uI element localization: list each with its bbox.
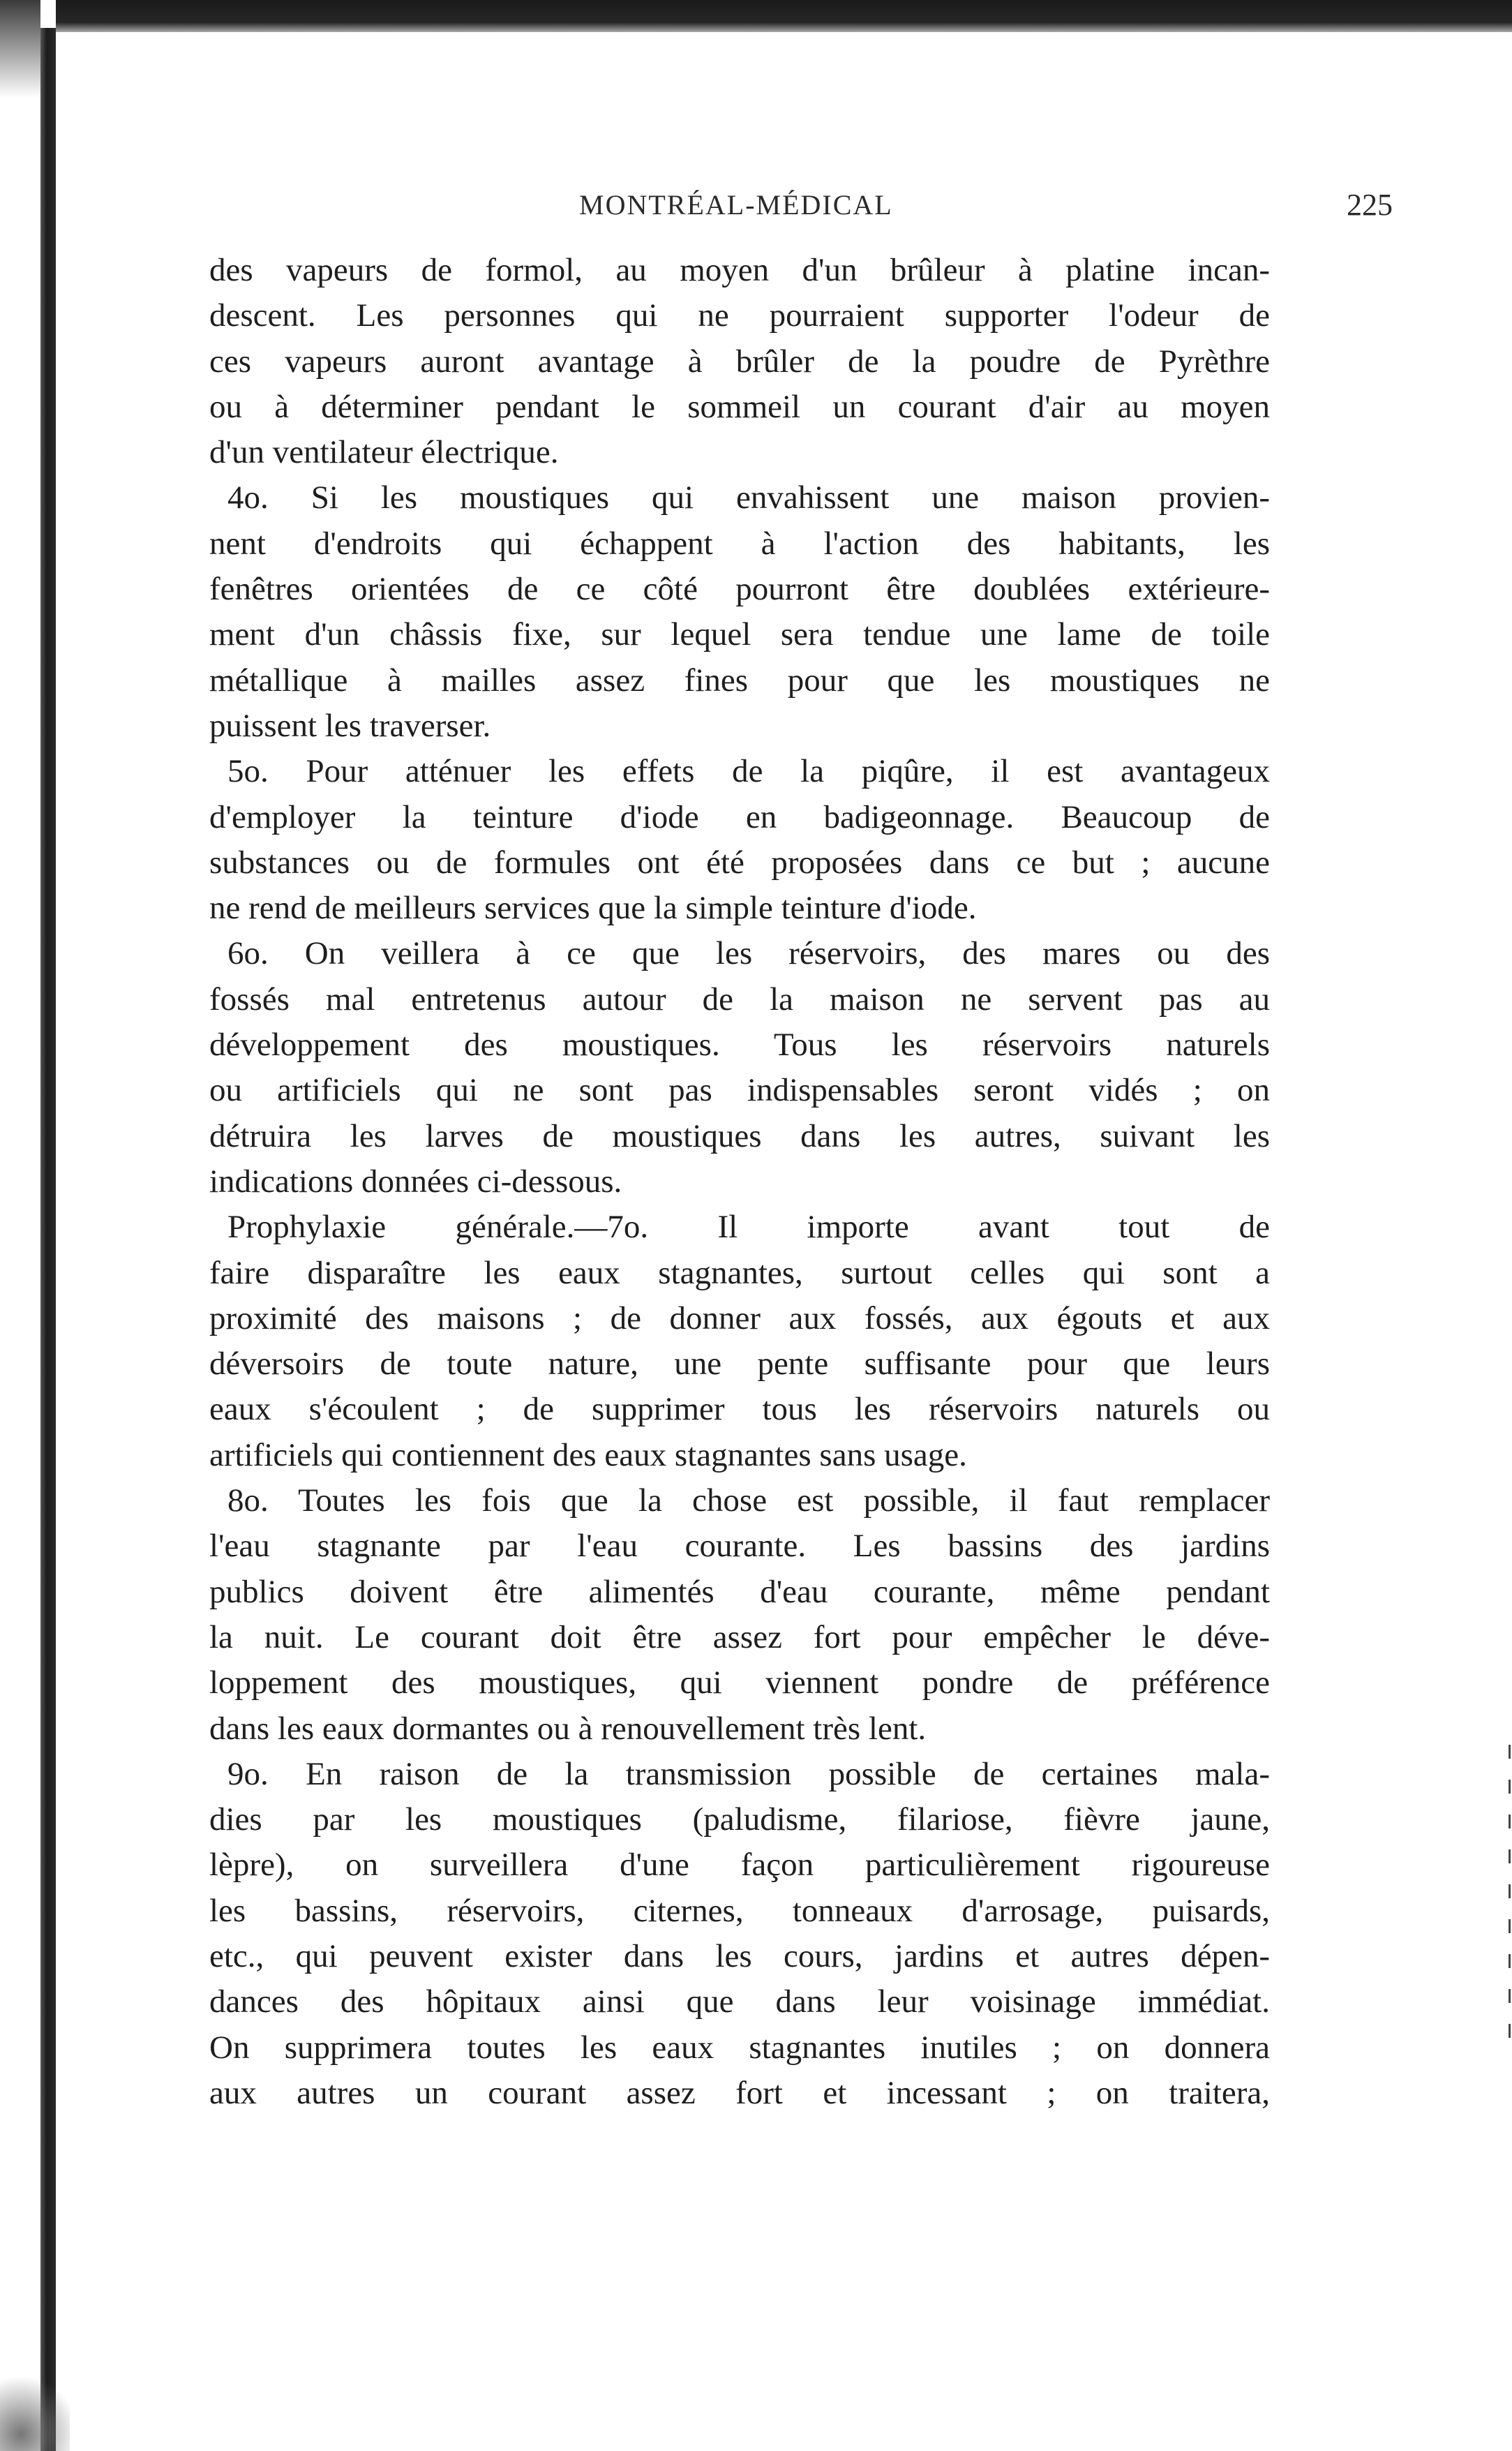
text-line: faire disparaître les eaux stagnantes, surtout celles qui sont a (209, 1254, 1270, 1291)
text-line: eaux s'écoulent ; de supprimer tous les réservoirs naturels ou (209, 1391, 1270, 1428)
text-line: Prophylaxie générale.—7o. Il importe avant tout de (227, 1209, 1270, 1246)
text-line: d'un ventilateur électrique. (209, 434, 559, 471)
body-text (209, 248, 1270, 2116)
scan-binding-bar (40, 28, 56, 2451)
text-line: loppement des moustiques, qui viennent pondre de préférence (209, 1664, 1270, 1701)
text-line: déversoirs de toute nature, une pente suffisante pour que leurs (209, 1346, 1270, 1383)
text-line: aux autres un courant assez fort et incessant ; on traitera, (209, 2074, 1270, 2111)
text-line: nent d'endroits qui échappent à l'action des habitants, les (209, 525, 1270, 562)
scan-right-marks (1509, 1745, 1511, 2052)
text-line: puissent les traverser. (209, 707, 491, 744)
text-line: les bassins, réservoirs, citernes, tonneaux d'arrosage, puisards, (209, 1892, 1270, 1929)
text-line: fossés mal entretenus autour de la maison ne servent pas au (209, 981, 1270, 1018)
text-line: 5o. Pour atténuer les effets de la piqûre, il est avantageux (227, 753, 1270, 790)
text-line: substances ou de formules ont été proposées dans ce but ; aucune (209, 844, 1270, 881)
text-line: d'employer la teinture d'iode en badigeonnage. Beaucoup de (209, 798, 1270, 835)
text-line: ou à déterminer pendant le sommeil un courant d'air au moyen (209, 388, 1270, 425)
text-line: indications données ci-dessous. (209, 1163, 622, 1200)
text-line: etc., qui peuvent exister dans les cours, jardins et autres dépen- (209, 1937, 1270, 1974)
text-line: 4o. Si les moustiques qui envahissent une maison provien- (227, 479, 1270, 516)
text-line: 9o. En raison de la transmission possible de certaines mala- (227, 1755, 1270, 1792)
text-line: dies par les moustiques (paludisme, filariose, fièvre jaune, (209, 1801, 1270, 1838)
text-line: la nuit. Le courant doit être assez fort pour empêcher le déve- (209, 1618, 1270, 1655)
running-head: MONTRÉAL-MÉDICAL (579, 189, 893, 221)
text-line: artificiels qui contiennent des eaux stagnantes sans usage. (209, 1436, 967, 1473)
text-line: publics doivent être alimentés d'eau courante, même pendant (209, 1573, 1270, 1610)
text-line: ces vapeurs auront avantage à brûler de la poudre de Pyrèthre (209, 343, 1270, 380)
text-line: métallique à mailles assez fines pour que les moustiques ne (209, 662, 1270, 699)
scan-top-bar (56, 0, 1512, 32)
text-line: des vapeurs de formol, au moyen d'un brûleur à platine incan- (209, 252, 1270, 288)
text-line: 6o. On veillera à ce que les réservoirs, des mares ou des (227, 935, 1270, 972)
scan-edge-shadow (0, 0, 40, 98)
text-line: développement des moustiques. Tous les réservoirs naturels (209, 1027, 1270, 1064)
text-line: ou artificiels qui ne sont pas indispensables seront vidés ; on (209, 1072, 1270, 1109)
scan-corner-noise (0, 2367, 70, 2451)
text-line: ment d'un châssis fixe, sur lequel sera tendue une lame de toile (209, 616, 1270, 653)
text-line: 8o. Toutes les fois que la chose est possible, il faut remplacer (227, 1482, 1270, 1519)
text-line: descent. Les personnes qui ne pourraient supporter l'odeur de (209, 297, 1270, 334)
text-line: l'eau stagnante par l'eau courante. Les bassins des jardins (209, 1528, 1270, 1565)
page-number: 225 (1347, 188, 1393, 222)
text-line: dances des hôpitaux ainsi que dans leur voisinage immédiat. (209, 1983, 1270, 2020)
text-line: lèpre), on surveillera d'une façon particulièrement rigoureuse (209, 1847, 1270, 1884)
text-line: dans les eaux dormantes ou à renouvellement très lent. (209, 1710, 927, 1747)
text-line: fenêtres orientées de ce côté pourront être doublées extérieure- (209, 571, 1270, 608)
text-line: détruira les larves de moustiques dans les autres, suivant les (209, 1117, 1270, 1154)
text-line: ne rend de meilleurs services que la simple teinture d'iode. (209, 890, 977, 927)
text-line: On supprimera toutes les eaux stagnantes inutiles ; on donnera (209, 2029, 1270, 2066)
text-line: proximité des maisons ; de donner aux fossés, aux égouts et aux (209, 1299, 1270, 1336)
